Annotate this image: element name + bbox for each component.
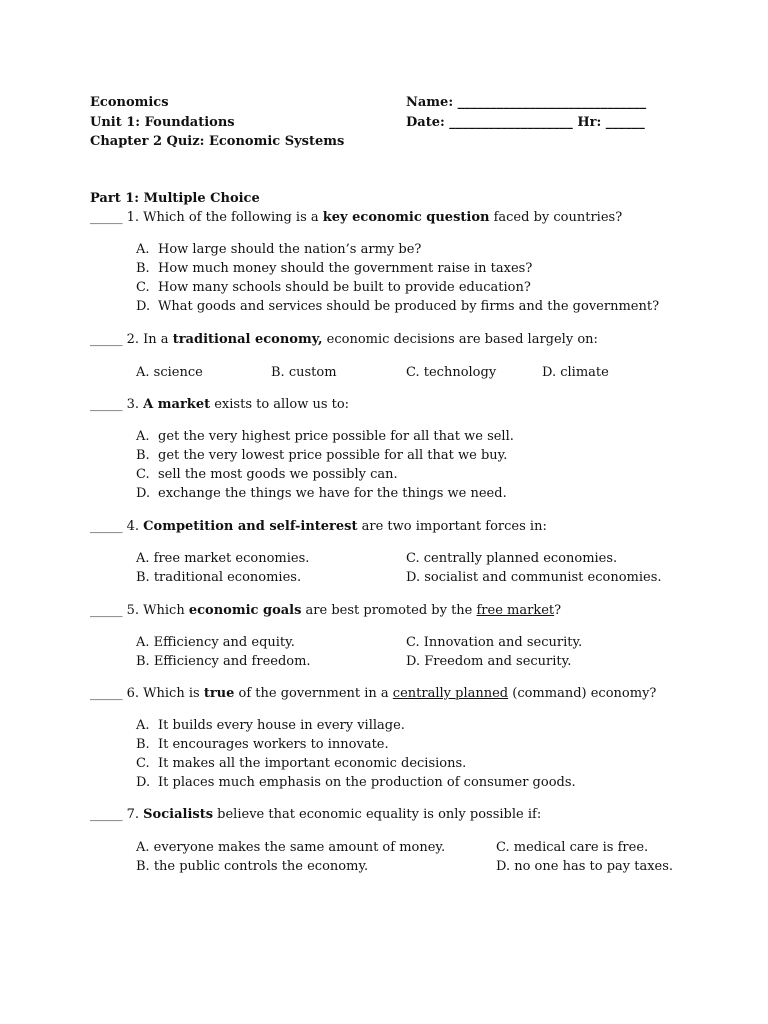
quiz-title: Chapter 2 Quiz: Economic Systems	[90, 134, 345, 149]
question-emphasis: key economic question	[322, 210, 490, 225]
subject-label: Economics	[90, 95, 169, 110]
answer-option	[136, 754, 696, 773]
question-5-options	[136, 633, 696, 673]
question-6-options	[136, 716, 696, 792]
option-letter: B.	[136, 737, 150, 752]
option-text: It builds every house in every village.	[158, 718, 405, 733]
question-2	[90, 330, 598, 349]
question-text: faced by countries?	[489, 210, 623, 225]
question-text: exists to allow us to:	[210, 397, 350, 412]
question-text: believe that economic equality is only possible if:	[213, 807, 542, 822]
answer-option: B. traditional economies.	[136, 570, 302, 585]
question-3-options	[136, 427, 696, 503]
answer-option	[136, 240, 696, 259]
answer-option: D. Freedom and security.	[406, 654, 572, 669]
option-text: exchange the things we have for the things we need.	[158, 486, 507, 501]
answer-option: C. technology	[406, 365, 497, 380]
question-emphasis: true	[203, 686, 235, 701]
option-letter: C.	[136, 467, 150, 482]
part-title: Part 1: Multiple Choice	[90, 191, 260, 206]
option-text: How much money should the government raise in taxes?	[158, 261, 533, 276]
answer-option: B. custom	[271, 365, 337, 380]
question-emphasis: Socialists	[143, 807, 214, 822]
question-text: ?	[554, 603, 562, 618]
answer-option: A. everyone makes the same amount of money.	[136, 840, 446, 855]
option-text: sell the most goods we possibly can.	[158, 467, 398, 482]
question-text: of the government in a	[234, 686, 393, 701]
answer-option	[136, 259, 696, 278]
option-text: It encourages workers to innovate.	[158, 737, 389, 752]
question-text: _____ 7.	[90, 807, 144, 822]
question-3	[90, 395, 349, 414]
option-letter: A.	[136, 242, 150, 257]
answer-option: A. Efficiency and equity.	[136, 635, 295, 650]
option-text: It makes all the important economic decisions.	[158, 756, 467, 771]
option-letter: B.	[136, 261, 150, 276]
answer-option: D. climate	[542, 365, 609, 380]
question-text: _____ 1. Which of the following is a	[90, 210, 323, 225]
answer-option	[136, 465, 696, 484]
name-field: Name: _____________________________	[406, 95, 647, 110]
answer-option	[136, 773, 696, 792]
option-letter: D.	[136, 299, 151, 314]
question-4-options	[136, 549, 696, 589]
answer-option: C. medical care is free.	[496, 840, 649, 855]
answer-option	[136, 297, 696, 316]
option-letter: A.	[136, 429, 150, 444]
option-letter: A.	[136, 718, 150, 733]
option-letter: B.	[136, 448, 150, 463]
option-text: get the very highest price possible for all that we sell.	[158, 429, 514, 444]
question-text: are two important forces in:	[357, 519, 547, 534]
option-text: How large should the nation’s army be?	[158, 242, 422, 257]
option-letter: D.	[136, 775, 151, 790]
answer-option	[136, 427, 696, 446]
option-text: It places much emphasis on the production of consumer goods.	[158, 775, 576, 790]
question-text: _____ 2. In a	[90, 332, 173, 347]
question-emphasis: A market	[143, 397, 211, 412]
answer-option: A. free market economies.	[136, 551, 310, 566]
question-text: _____ 4.	[90, 519, 144, 534]
question-text: _____ 5. Which	[90, 603, 189, 618]
question-underline: centrally planned	[392, 686, 509, 701]
question-emphasis: traditional economy,	[172, 332, 323, 347]
option-text: get the very lowest price possible for all that we buy.	[158, 448, 508, 463]
question-text: _____ 6. Which is	[90, 686, 204, 701]
question-emphasis: economic goals	[188, 603, 302, 618]
question-6	[90, 684, 656, 703]
question-1-options	[136, 240, 696, 316]
answer-option	[136, 484, 696, 503]
answer-option: D. no one has to pay taxes.	[496, 859, 674, 874]
option-text: What goods and services should be produced by firms and the government?	[158, 299, 660, 314]
option-letter: C.	[136, 280, 150, 295]
question-emphasis: Competition and self-interest	[143, 519, 358, 534]
question-text: (command) economy?	[508, 686, 657, 701]
question-5	[90, 601, 561, 620]
question-text: are best promoted by the	[301, 603, 477, 618]
document-header	[90, 93, 690, 152]
question-underline: free market	[476, 603, 555, 618]
question-text: economic decisions are based largely on:	[322, 332, 598, 347]
unit-label: Unit 1: Foundations	[90, 114, 235, 130]
option-letter: D.	[136, 486, 151, 501]
answer-option: D. socialist and communist economies.	[406, 570, 662, 585]
answer-option: B. Efficiency and freedom.	[136, 654, 311, 669]
answer-option: A. science	[136, 365, 203, 380]
answer-option: C. centrally planned economies.	[406, 551, 618, 566]
question-7-options	[136, 838, 696, 878]
question-1	[90, 208, 622, 227]
answer-option: B. the public controls the economy.	[136, 859, 369, 874]
answer-option	[136, 446, 696, 465]
answer-option	[136, 716, 696, 735]
answer-option	[136, 278, 696, 297]
question-4	[90, 517, 547, 536]
question-7	[90, 805, 541, 824]
option-text: How many schools should be built to provide education?	[158, 280, 531, 295]
question-text: _____ 3.	[90, 397, 144, 412]
date-hour-field: Date: ___________________ Hr: ______	[406, 114, 645, 130]
answer-option	[136, 735, 696, 754]
option-letter: C.	[136, 756, 150, 771]
answer-option: C. Innovation and security.	[406, 635, 583, 650]
